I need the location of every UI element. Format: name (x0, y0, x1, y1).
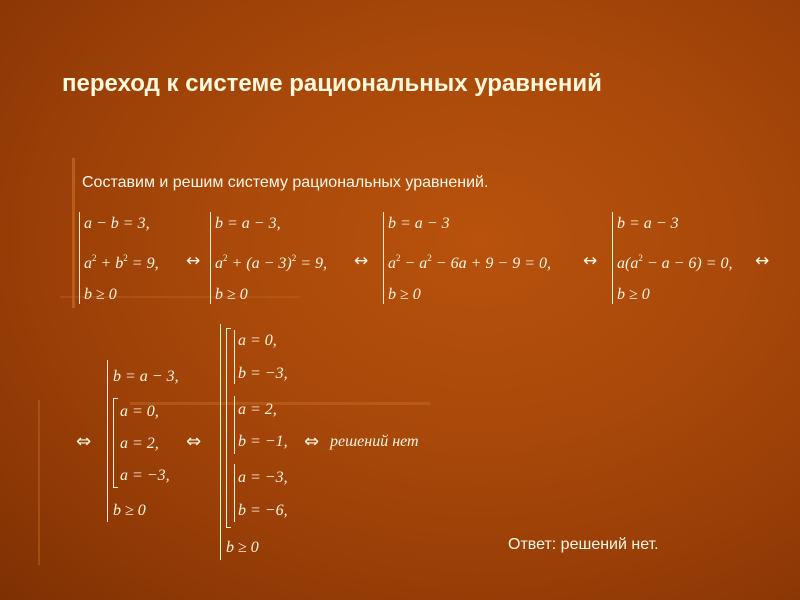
equivalence-arrow-4: ↔ (755, 251, 770, 271)
system-6-sub-3-brace (234, 464, 235, 522)
system-4-line-1: b = a − 3 (617, 215, 679, 232)
system-5-case-1: a = 0, (120, 403, 159, 420)
system-5-bracket (113, 398, 118, 488)
system-4-brace (612, 212, 613, 304)
system-4-line-2: $a(a^2 - a - 6) = 0$, (617, 253, 733, 272)
system-5-case-2: a = 2, (120, 435, 159, 452)
system-1-line-2: $a^2 + b^2 = 9$, (84, 253, 159, 272)
decor-line-vertical-2 (38, 400, 40, 565)
equivalence-arrow-2: ↔ (354, 251, 369, 271)
equivalence-arrow-5: ⇔ (76, 431, 92, 452)
system-5-case-3: a = −3, (120, 467, 170, 484)
system-1-brace (79, 212, 80, 304)
equivalence-arrow-7: ⇔ (304, 431, 320, 452)
intro-text: Составим и решим систему рациональных уравнений. (82, 174, 489, 191)
no-solutions-text: решений нет (330, 433, 419, 450)
system-6-sub-1-line-1: a = 0, (238, 332, 277, 349)
system-6-sub-1-brace (234, 330, 235, 384)
system-3-line-3: b ≥ 0 (388, 286, 421, 303)
answer-text: Ответ: решений нет. (508, 536, 659, 553)
system-3-brace (383, 212, 384, 304)
system-2-line-3: b ≥ 0 (215, 286, 248, 303)
system-2-brace (210, 212, 211, 304)
decor-line-horizontal-1 (130, 402, 430, 405)
system-6-sub-1-line-2: b = −3, (238, 365, 288, 382)
system-6-sub-3-line-2: b = −6, (238, 502, 288, 519)
system-3-line-2: $a^2 - a^2 - 6a + 9 - 9 = 0$, (388, 253, 551, 272)
system-1-line-1: a − b = 3, (84, 215, 150, 232)
equivalence-arrow-6: ⇔ (186, 431, 202, 452)
system-1-line-3: b ≥ 0 (84, 286, 117, 303)
system-6-line-last: b ≥ 0 (226, 539, 259, 556)
system-6-sub-2-brace (234, 396, 235, 454)
system-2-line-2: $a^2 + (a - 3)^2 = 9$, (215, 253, 328, 272)
system-6-sub-3-line-1: a = −3, (238, 469, 288, 486)
system-5-line-last: b ≥ 0 (113, 502, 146, 519)
system-3-line-1: b = a − 3 (388, 215, 450, 232)
system-6-sub-2-line-2: b = −1, (238, 433, 288, 450)
system-2-line-1: b = a − 3, (215, 215, 281, 232)
equivalence-arrow-3: ↔ (583, 251, 598, 271)
system-5-line-1: b = a − 3, (113, 368, 179, 385)
system-6-bracket (226, 328, 231, 528)
system-4-line-3: b ≥ 0 (617, 286, 650, 303)
slide-title: переход к системе рациональных уравнений (62, 70, 602, 97)
decor-line-vertical-1 (72, 158, 75, 308)
equivalence-arrow-1: ↔ (186, 251, 201, 271)
system-6-sub-2-line-1: a = 2, (238, 401, 277, 418)
system-5-brace (107, 360, 108, 522)
system-6-brace (220, 324, 221, 560)
